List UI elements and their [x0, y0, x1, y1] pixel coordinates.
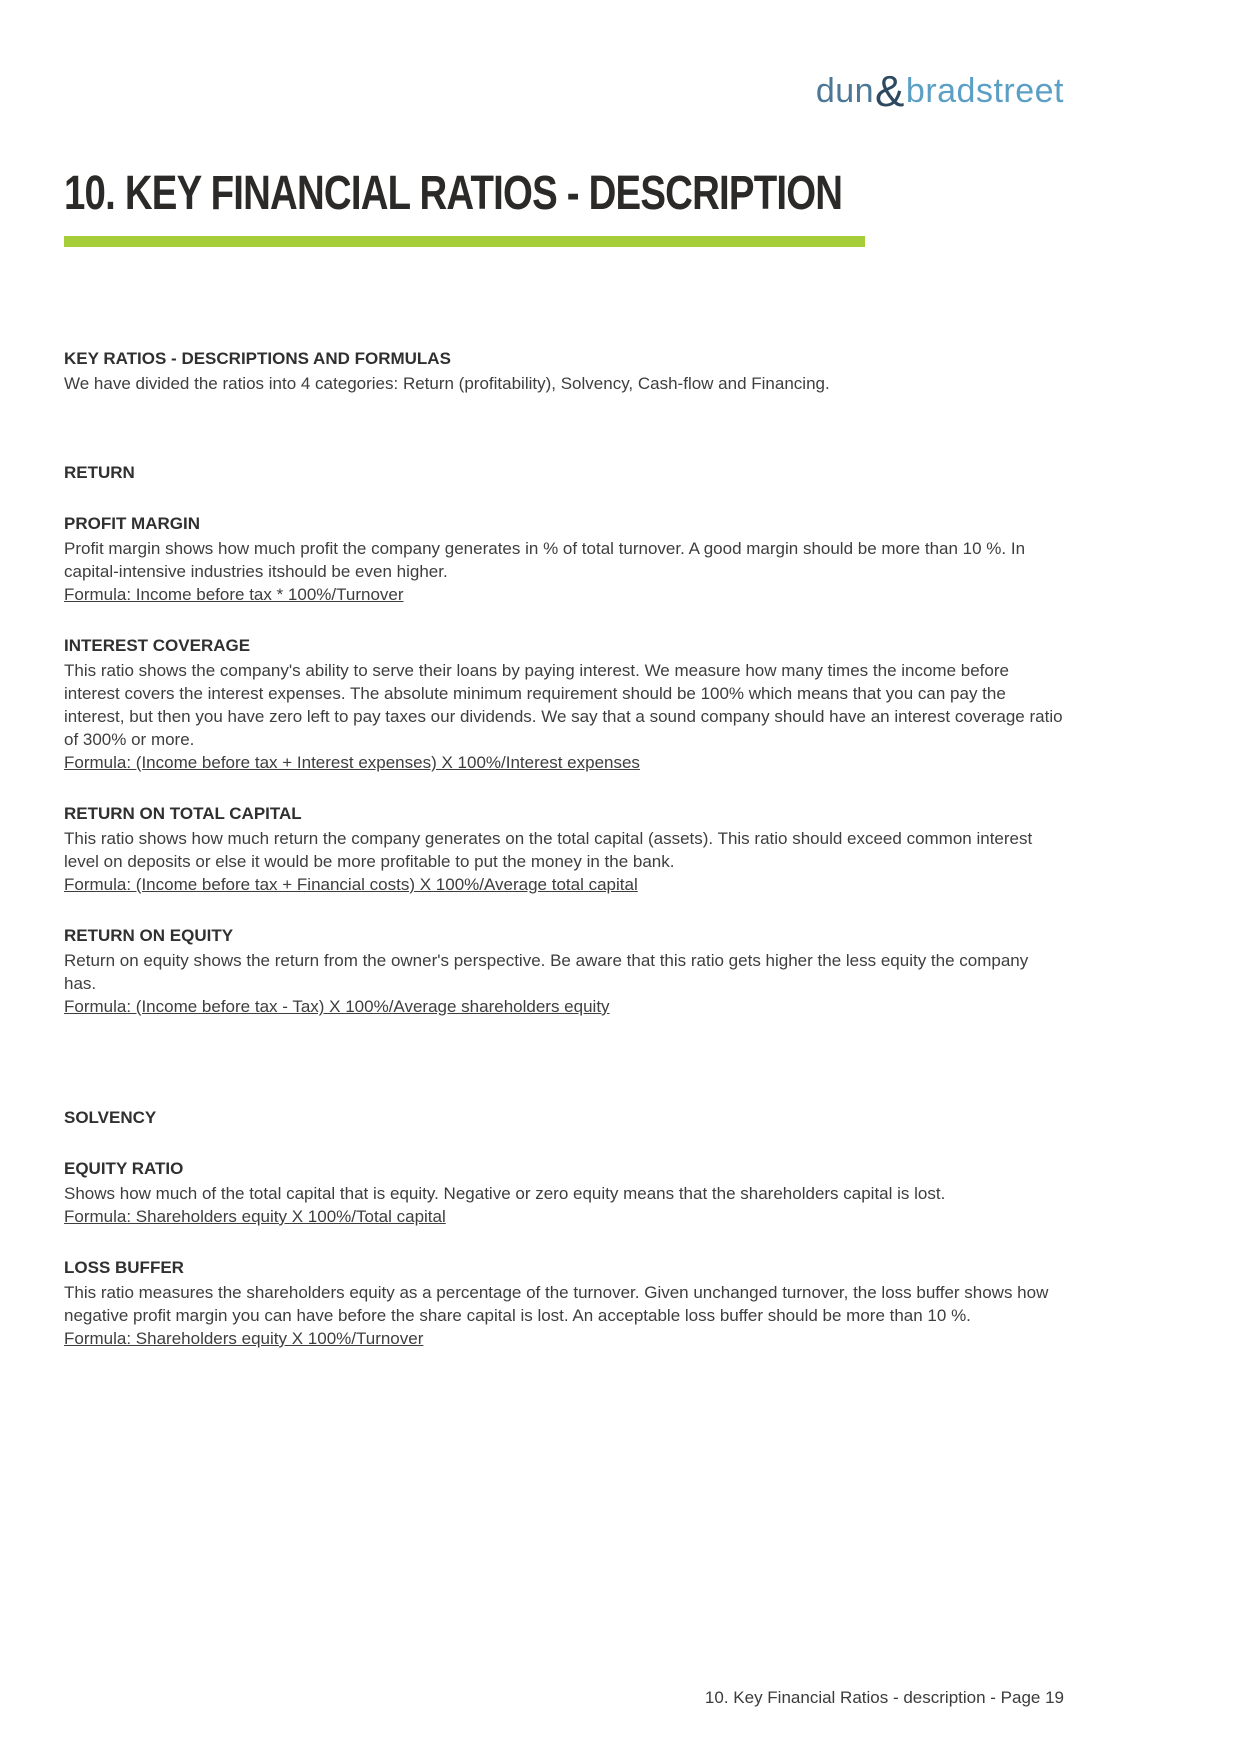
ratio-item-return-on-equity — [64, 924, 1064, 1018]
page-content — [64, 0, 1064, 1350]
category-heading-return: RETURN — [64, 463, 135, 482]
ratio-heading: RETURN ON EQUITY — [64, 926, 234, 945]
ratio-description: Return on equity shows the return from the owner's perspective. Be aware that this ratio gets higher the less equity the company has. — [64, 951, 1029, 993]
logo-text-bradstreet: bradstreet — [905, 72, 1064, 110]
ratio-formula: Formula: Income before tax * 100%/Turnover — [64, 585, 404, 604]
intro-text: We have divided the ratios into 4 categories: Return (profitability), Solvency, Cash-flow and Financing. — [64, 374, 830, 393]
category-heading-solvency: SOLVENCY — [64, 1108, 157, 1127]
ratio-description: Profit margin shows how much profit the company generates in % of total turnover. A good margin should be more than 10 %. In capital-intensive industries itshould be even higher. — [64, 539, 1026, 581]
ratio-item-loss-buffer — [64, 1256, 1064, 1350]
ratio-item-interest-coverage — [64, 634, 1064, 774]
logo-text-dun: dun — [815, 72, 875, 110]
ratio-description: Shows how much of the total capital that is equity. Negative or zero equity means that the shareholders capital is lost. — [64, 1184, 946, 1203]
page-footer: 10. Key Financial Ratios - description - Page 19 — [704, 1688, 1064, 1707]
intro-heading: KEY RATIOS - DESCRIPTIONS AND FORMULAS — [64, 349, 451, 368]
ratio-description: This ratio measures the shareholders equity as a percentage of the turnover. Given unchanged turnover, the loss buffer shows how negative profit margin you can have before the share capital is lost. An acceptable loss buffer should be more than 10 %. — [64, 1283, 1049, 1325]
ratio-formula: Formula: Shareholders equity X 100%/Turnover — [64, 1329, 424, 1348]
ratio-heading: PROFIT MARGIN — [64, 514, 200, 533]
ratio-heading: RETURN ON TOTAL CAPITAL — [64, 804, 302, 823]
ratio-formula: Formula: (Income before tax + Financial costs) X 100%/Average total capital — [64, 875, 638, 894]
ratio-item-profit-margin — [64, 512, 1064, 606]
ratio-heading: LOSS BUFFER — [64, 1258, 184, 1277]
ratio-formula: Formula: (Income before tax - Tax) X 100%/Average shareholders equity — [64, 997, 610, 1016]
ratio-heading: INTEREST COVERAGE — [64, 636, 251, 655]
ratio-item-return-on-total-capital — [64, 802, 1064, 896]
ratio-heading: EQUITY RATIO — [64, 1159, 184, 1178]
page-title: 10. KEY FINANCIAL RATIOS - DESCRIPTION — [64, 167, 843, 220]
ampersand-icon: & — [875, 67, 905, 116]
title-accent-bar — [64, 236, 865, 247]
ratio-description: This ratio shows the company's ability to serve their loans by paying interest. We measure how many times the income before interest covers the interest expenses. The absolute minimum requirement should be 100% which means that you can pay the interest, but then you have zero left to pay taxes our dividends. We say that a sound company should have an interest coverage ratio of 300% or more. — [64, 661, 1063, 749]
ratio-formula: Formula: Shareholders equity X 100%/Total capital — [64, 1207, 446, 1226]
ratio-item-equity-ratio — [64, 1157, 1064, 1228]
ratio-formula: Formula: (Income before tax + Interest expenses) X 100%/Interest expenses — [64, 753, 640, 772]
ratio-description: This ratio shows how much return the company generates on the total capital (assets). This ratio should exceed common interest level on deposits or else it would be more profitable to put the money in the bank. — [64, 829, 1033, 871]
